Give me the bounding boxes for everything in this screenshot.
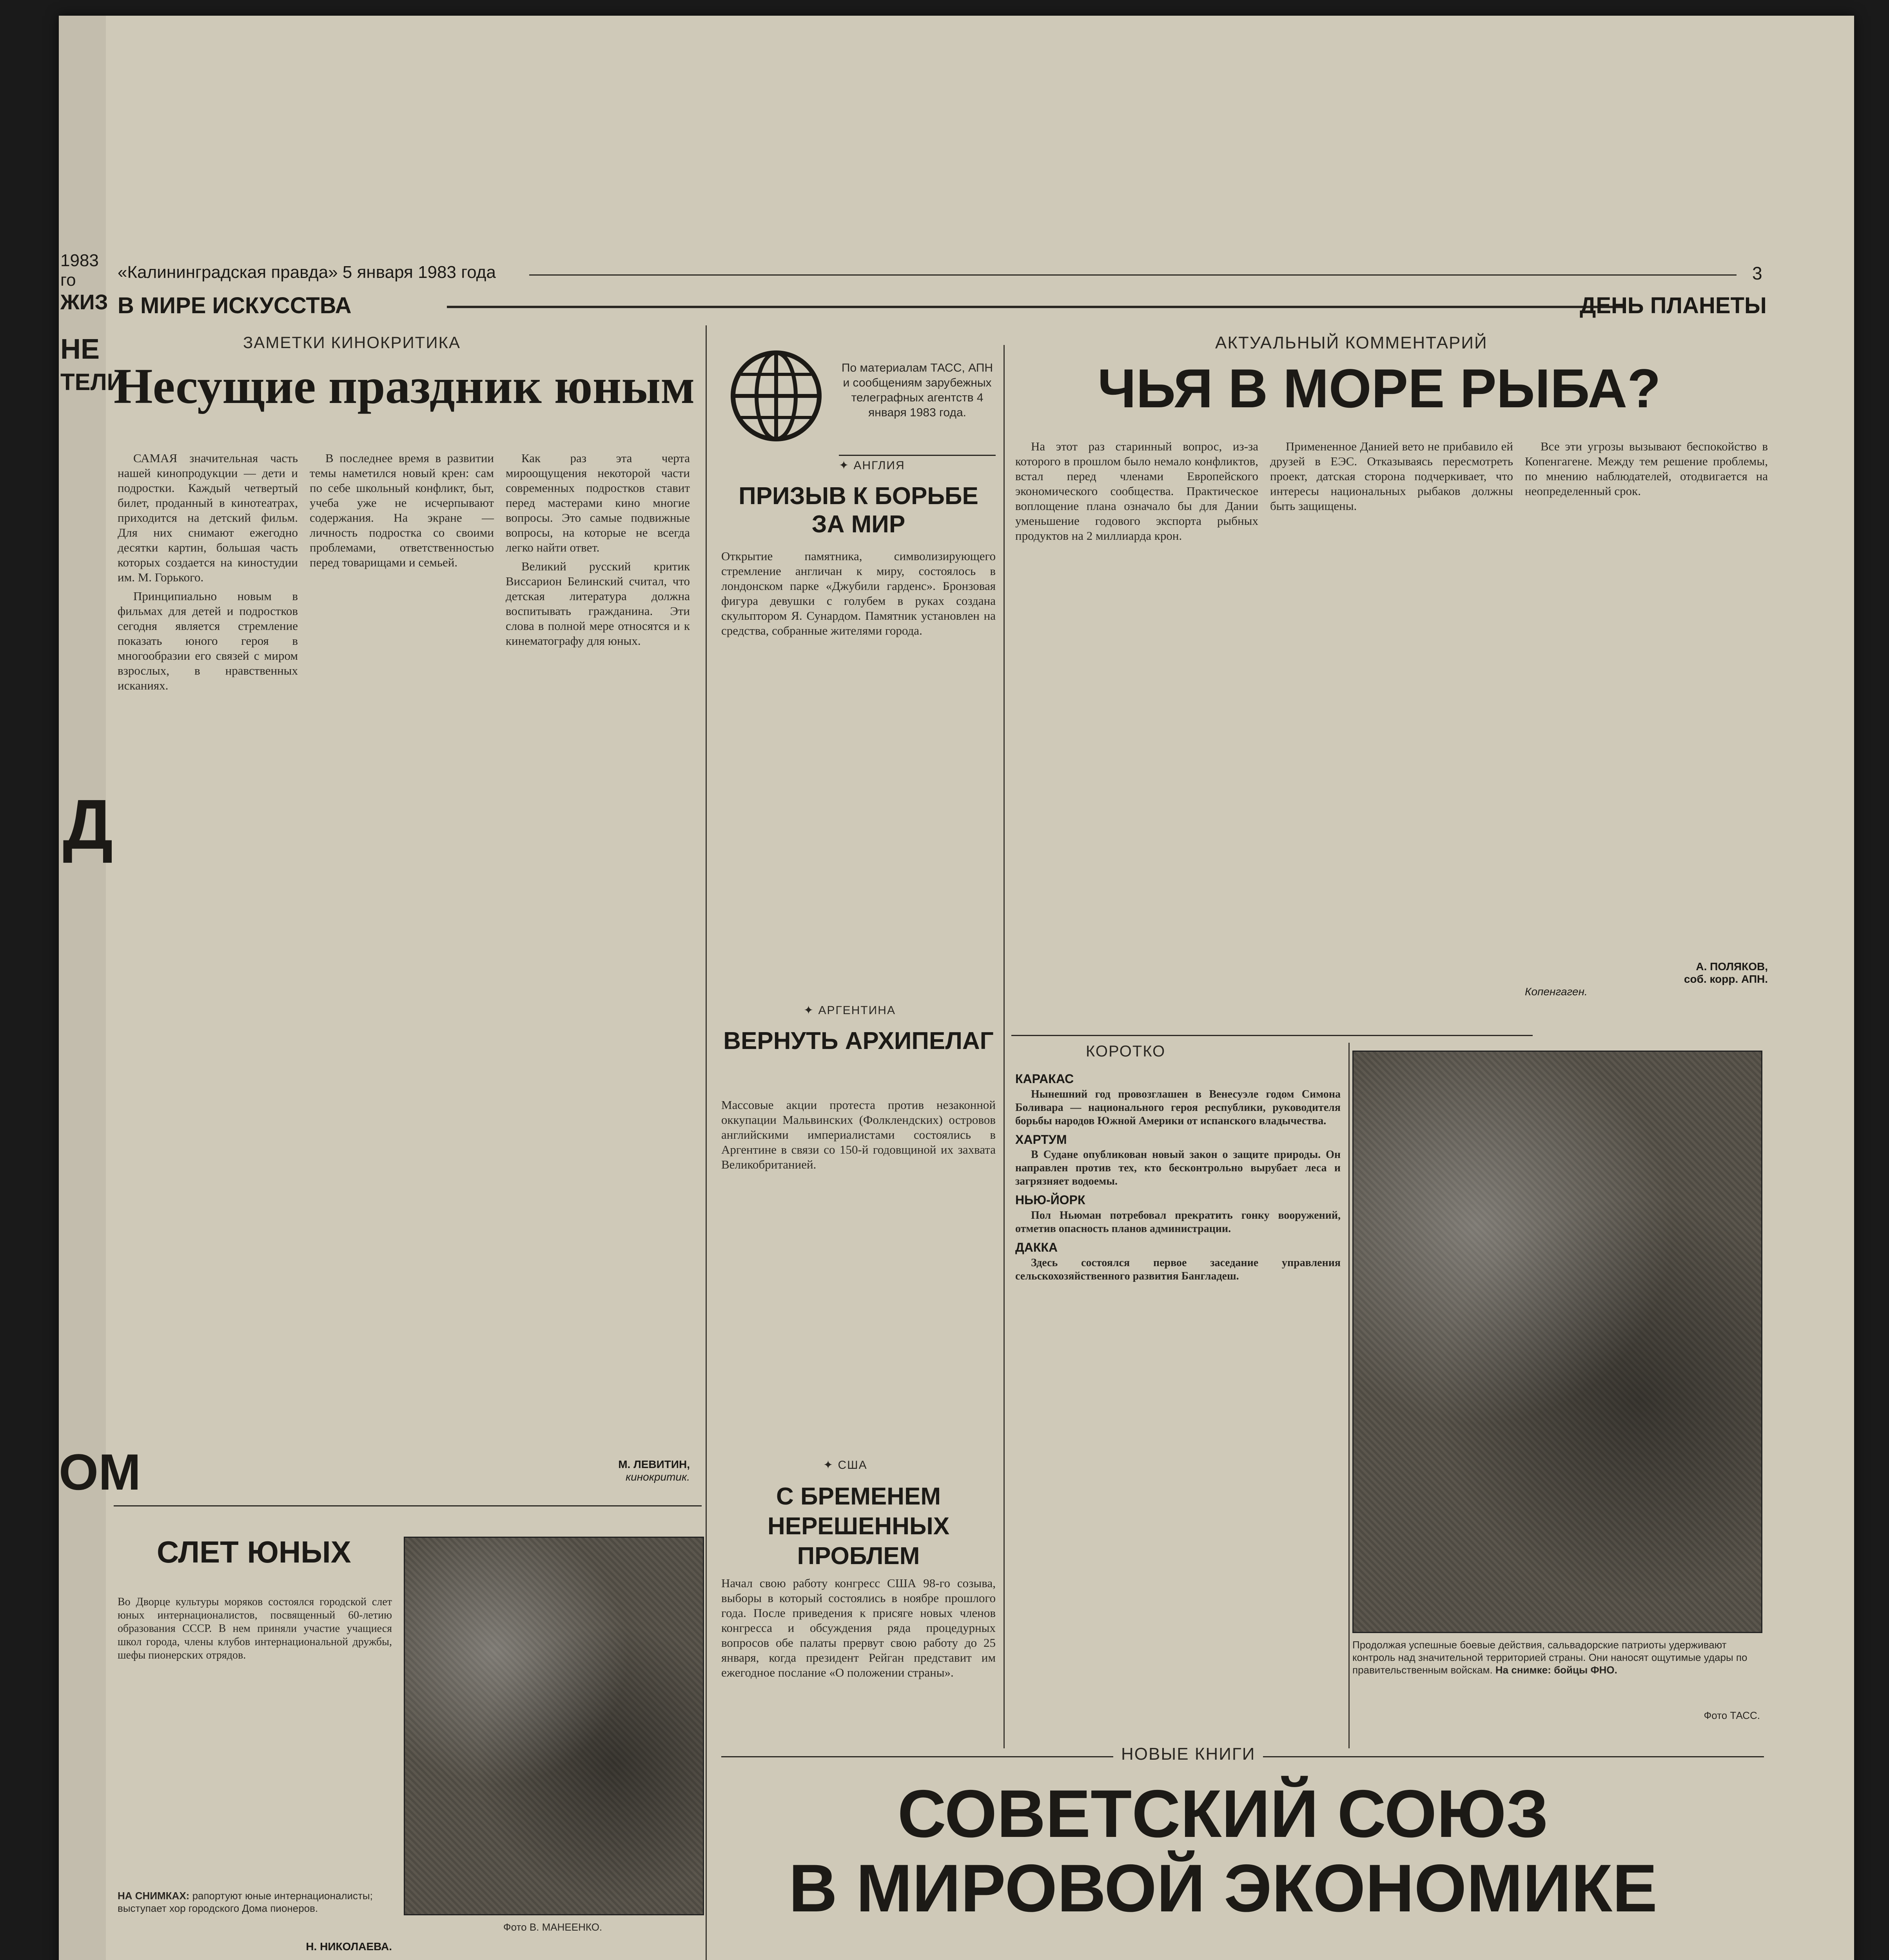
fish-title: ЧЬЯ В МОРЕ РЫБА?	[1098, 358, 1661, 419]
news-headline-3: С БРЕМЕНЕМ НЕРЕШЕННЫХ ПРОБЛЕМ	[767, 1483, 950, 1570]
books-title-line1: СОВЕТСКИЙ СОЮЗ	[897, 1776, 1549, 1851]
news-headline-1: ПРИЗЫВ К БОРЬБЕ ЗА МИР	[739, 483, 978, 538]
news-country-1: ✦ АНГЛИЯ	[839, 459, 905, 472]
slet-photo-credit: Фото В. МАНЕЕНКО.	[503, 1921, 602, 1933]
fish-signature: А. ПОЛЯКОВ, соб. корр. АПН. Копенгаген.	[1525, 960, 1768, 998]
globe-rule	[839, 455, 996, 456]
film-title: Несущие праздник юным	[114, 358, 695, 414]
slet-body: Во Дворце культуры моряков состоялся городской слет юных интернационалистов, посвященный 60-летию образования СССР. В нем приняли участие учащиеся школ города, члены клубов интернациональной дружбы, шефы пионерских отрядов.	[118, 1596, 392, 1661]
col-divider	[706, 325, 707, 1960]
section-rule	[447, 306, 1623, 308]
news-headline-2: ВЕРНУТЬ АРХИПЕЛАГ	[723, 1027, 994, 1054]
books-kicker: НОВЫЕ КНИГИ	[1113, 1744, 1263, 1764]
fish-bottom-rule	[1011, 1035, 1533, 1036]
left-page-fragment: 1983 го ЖИЗ НЕ ТЕЛИ Д ОМ	[59, 16, 106, 1960]
news-country-3: ✦ США	[823, 1459, 867, 1472]
globe-note: По материалам ТАСС, АПН и сообщениям зарубежных телеграфных агентств 4 января 1983 года.	[841, 361, 993, 419]
books-title-line2: В МИРОВОЙ ЭКОНОМИКЕ	[788, 1851, 1657, 1926]
news-body-2: Массовые акции протеста против незаконной оккупации Мальвинских (Фолклендских) островов английскими империалистами состоялись в Аргентине в связи со 150-й годовщиной их захвата Великобританией.	[721, 1098, 996, 1171]
salvador-caption: Продолжая успешные боевые действия, сальвадорские патриоты удерживают контроль над значительной территорией страны. Они наносят ощутимые удары по правительственным войскам. На снимке: бойцы ФНО.	[1352, 1639, 1747, 1676]
briefly-column: КАРАКАС Нынешний год провозглашен в Венесуэле годом Симона Боливара — национального героя республики, руководителя борьбы народов Южной Америки от испанского владычества. ХАРТУМ В Судане опубликован новый закон о защите природы. Он направлен против тех, кто бесконтрольно вырубает леса и загрязняет водоемы. НЬЮ-ЙОРК Пол Ньюман потребовал прекратить гонку вооружений, отметив опасность планов администрации. ДАККА Здесь состоялся первое заседание управления сельскохозяйственного развития Бангладеш.	[1015, 1072, 1341, 1282]
salvador-photo	[1352, 1051, 1762, 1633]
section-left: В МИРЕ ИСКУССТВА	[118, 293, 352, 318]
film-col-2: В последнее время в развитии темы наметился новый крен: сам по себе школьный конфликт, быт, учеба уже не исчерпывают содержания. На экране — личность подростка со своими проблемами, ответственностью перед товарищами и семьей.	[310, 451, 494, 569]
film-signature: М. ЛЕВИТИН, кинокритик.	[618, 1458, 690, 1483]
page-number: 3	[1752, 263, 1762, 283]
film-kicker: ЗАМЕТКИ КИНОКРИТИКА	[243, 333, 461, 352]
fish-kicker: АКТУАЛЬНЫЙ КОММЕНТАРИЙ	[1215, 333, 1488, 352]
masthead-date: «Калининградская правда» 5 января 1983 года	[118, 263, 496, 282]
film-bottom-rule	[114, 1505, 702, 1506]
film-col-3: Как раз эта черта мироощущения некоторой части современных подростков ставит перед мастерами кино многие вопросы. Это самые подвижные вопросы, на которые не всегда легко найти ответ. Великий русский критик Виссарион Белинский считал, что детская литература должна воспитывать гражданина. Эти слова в полной мере относятся и к кинематографу для юных.	[506, 451, 690, 648]
col-divider	[1003, 345, 1005, 1748]
briefly-kicker: КОРОТКО	[1086, 1043, 1166, 1060]
fish-col-1: На этот раз старинный вопрос, из-за которого в прошлом было немало конфликтов, встал перед членами Европейского экономического сообщества. Практическое воплощение плана означало бы для Дании уменьшение годового экспорта рыбных продуктов на 2 миллиарда крон.	[1015, 439, 1258, 543]
film-col-1: САМАЯ значительная часть нашей кинопродукции — дети и подростки. Каждый четвертый билет, проданный в кинотеатрах, приходится на детский фильм. Для них снимают ежегодно десятки картин, большая часть которых создается на киностудии им. М. Горького. Принципиально новым в фильмах для детей и подростков сегодня является стремление показать юного героя в многообразии его связей с миром взрослых, в нравственных исканиях.	[118, 451, 298, 692]
col-divider	[1348, 1043, 1350, 1748]
slet-photo-stage	[404, 1537, 704, 1915]
masthead-rule	[529, 274, 1737, 276]
slet-caption: НА СНИМКАХ: рапортуют юные интернационалисты; выступает хор городского Дома пионеров.	[118, 1890, 373, 1914]
news-country-2: ✦ АРГЕНТИНА	[804, 1004, 896, 1017]
newspaper-page	[59, 16, 1854, 1960]
section-right: ДЕНЬ ПЛАНЕТЫ	[1580, 293, 1767, 318]
fish-col-3: Все эти угрозы вызывают беспокойство в Копенгагене. Между тем решение проблемы, по мнению наблюдателей, отодвигается на неопределенный срок.	[1525, 439, 1768, 498]
news-body-3: Начал свою работу конгресс США 98-го созыва, выборы в который состоялись в ноябре прошлого года. После приведения к присяге новых членов конгресса и обсуждения ряда процедурных вопросов обе палаты прервут свою работу до 25 января, когда президент Рейган представит им ежегодное послание «О положении страны».	[721, 1576, 996, 1679]
slet-title: СЛЕТ ЮНЫХ	[157, 1535, 351, 1569]
slet-author: Н. НИКОЛАЕВА.	[306, 1940, 392, 1953]
news-body-1: Открытие памятника, символизирующего стремление англичан к миру, состоялось в лондонском парке «Джубили гарденс». Бронзовая фигура девушки с голубем в руках создана скульптором Я. Сунардом. Памятник установлен на средства, собранные жителями города.	[721, 549, 996, 637]
fish-col-2: Примененное Данией вето не прибавило ей друзей в ЕЭС. Отказываясь пересмотреть проект, датская сторона подчеркивает, что интересы национальных рыбаков должны быть защищены.	[1270, 439, 1513, 513]
salvador-credit: Фото ТАСС.	[1704, 1710, 1760, 1721]
globe-icon	[725, 345, 827, 447]
